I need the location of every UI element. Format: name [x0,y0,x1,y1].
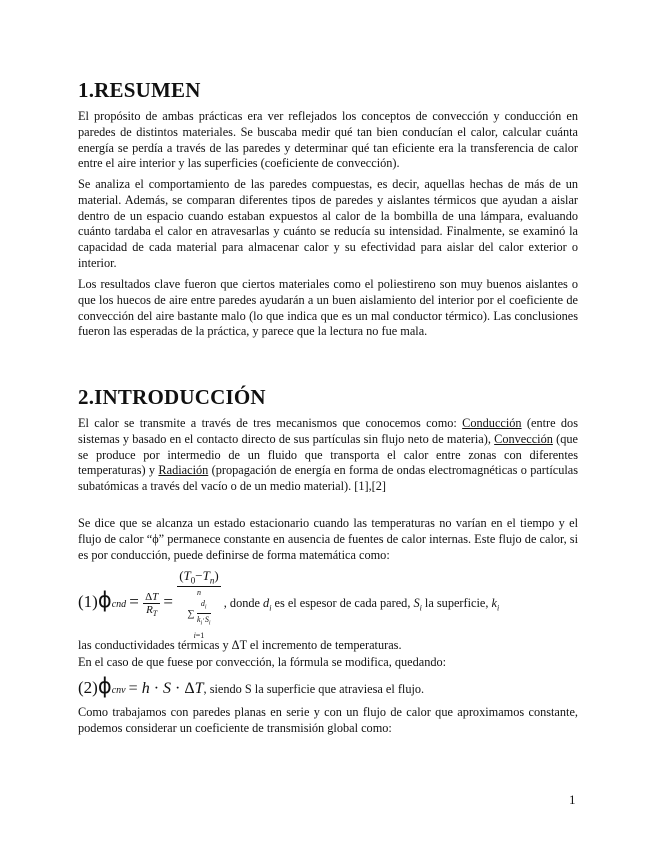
fraction-temperature-over-sum: $(T_0-T_n)$ n ∑ $\frac{d_i}{k_i\cdot S_i}$ i=1 [179,568,219,640]
resumen-paragraph-3: Los resultados clave fueron que ciertos materiales como el poliestireno son muy buenos aislantes o que los huecos de aire entre paredes ayudarán a un buen aislamiento del interior por el coeficiente de convección del aire bastante malo (lo que indica que es un mal conductor térmico). Las conclusiones fueron las esperadas de la práctica, y parece que la lectura no fue mala. [78,277,578,339]
term-radiacion: Radiación [158,463,209,478]
term-conveccion: Convección [494,431,553,446]
phi-symbol: ϕ [97,588,112,613]
equation-2: (2)ϕcnv = h · S · ΔT, siendo S la superficie que atraviesa el flujo. [78,674,425,698]
equation-1-text-c: la superficie, [421,596,492,611]
intro-paragraph-3: las conductividades térmicas y ΔT el incremento de temperaturas. [78,638,402,652]
intro-p1-text-b: (entre dos sistemas y basado en el contacto directo de sus partículas sin flujo neto de materia), [78,416,578,446]
intro-paragraph-2: Se dice que se alcanza un estado estacionario cuando las temperaturas no varían en el tiempo y el flujo de calor “ϕ” permanece constante en ausencia de fuentes de calor internas. Este flujo de calor, si es por conducción, puede definirse de forma matemática como: [78,516,578,562]
equation-2-text: , siendo S la superficie que atraviesa el flujo. [203,682,425,696]
equation-1-subscript: cnd [111,599,127,611]
resumen-paragraph-2: Se analiza el comportamiento de las paredes compuestas, es decir, aquellas hechas de más de un material. Además, se comparan diferentes tipos de paredes y aislantes térmicos que ayudan a aislar dentro de un espacio cuando estaban expuestos al calor de la bombilla de una lámpara, evaluando cuánto tardaba el calor en atravesarlas y cuánto se reducía su intensidad. Finalmente, se examinó la capacidad de cada material para almacenar calor y su efectividad para aislar del calor exterior o interior. [78,177,578,270]
intro-paragraph-1 [78,416,578,495]
phi-symbol-2: ϕ [97,674,112,698]
resumen-paragraph-1: El propósito de ambas prácticas era ver reflejados los conceptos de convección y conducción en paredes de distintos materiales. Se buscaba medir qué tan bien conducían el calor, calcular cuánta energía se perdía a través de las paredes y determinar qué tan eficiente era la transferencia de calor entre el aire interior y las superficies (coeficiente de convección). [78,109,578,171]
term-conduccion: Conducción [462,416,522,430]
page-number: 1 [569,792,576,807]
equation-1-text-b: es el espesor de cada pared, [271,596,414,611]
equation-2-subscript: cnv [111,685,126,696]
equation-1: (1)ϕcnd = $\frac{\Delta T}{R_T}$ = $(T_0-T_n)$ n ∑ $\frac{d_i}{k_i\cdot S_i}$ i=1 , donde $d_i$ es el espesor de cada pared, $S_i$ la superficie, $k_i$ [78,568,500,640]
intro-p1-text-d: (propagación de energía en forma de ondas electromagnéticas o partículas subatómicas a través del vacío o de un medio material). [1],[2] [78,463,578,494]
symbol-si: S [413,596,420,611]
symbol-ki: k [491,596,497,611]
equation-2-number: (2) [78,678,98,697]
equation-1-number: (1) [78,592,98,612]
intro-paragraph-5: Como trabajamos con paredes planas en serie y con un flujo de calor que aproximamos constante, podemos considerar un coeficiente de transmisión global como: [78,705,578,735]
fraction-deltaT-over-RT: $\frac{\Delta T}{R_T}$ [145,590,159,618]
intro-p1-text-c: (que se produce por intermedio de un fluido que transporta el calor entre zonas con diferentes temperaturas) y [78,431,578,478]
intro-p1-text-a: El calor se transmite a través de tres mecanismos que conocemos como: [78,416,463,430]
equation-1-text-a: , donde [223,596,264,611]
intro-paragraph-4: En el caso de que fuese por convección, la fórmula se modifica, quedando: [78,655,447,669]
symbol-di: d [263,596,270,611]
section-title-resumen: 1.RESUMEN [78,78,201,102]
section-title-introduccion: 2.INTRODUCCIÓN [78,385,266,409]
